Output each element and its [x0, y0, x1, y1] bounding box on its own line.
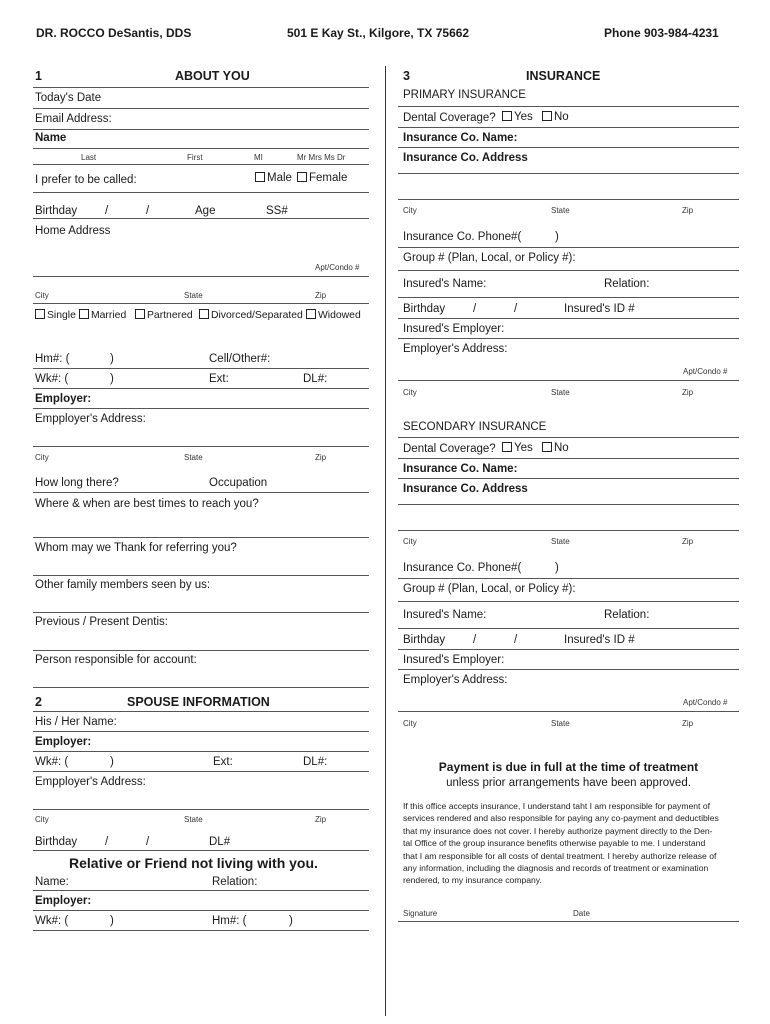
payment-subtitle: unless prior arrangements have been approved. — [446, 777, 691, 789]
field-label: Name — [35, 132, 67, 144]
spouse-employer-address-field[interactable]: Empployer's Address: — [33, 772, 369, 810]
authorization-line: tal Office of the group insurance benefits otherwise payable to me. I understand — [403, 838, 706, 849]
city-state-zip-row[interactable]: City State Zip — [33, 277, 369, 304]
marital-status-row — [33, 304, 369, 349]
how-long-field[interactable]: How long there? Occupation — [33, 469, 369, 493]
married-checkbox[interactable]: Married — [79, 309, 126, 321]
employer-city-row: City State Zip — [35, 453, 327, 462]
primary-city-row: City State Zip — [403, 206, 694, 215]
primary-birthday-field[interactable]: Birthday / / Insured's ID # — [398, 298, 739, 319]
relative-employer-field[interactable]: Employer: — [33, 891, 369, 911]
home-address-field[interactable] — [33, 219, 369, 277]
todays-date-field[interactable] — [33, 88, 369, 109]
primary-insured-employer-field[interactable]: Insured's Employer: — [398, 319, 739, 339]
relative-header — [33, 851, 369, 873]
secondary-city-row: City State Zip — [403, 537, 694, 546]
primary-dental-coverage: Dental Coverage? Yes No — [398, 107, 739, 128]
spouse-birthday-field[interactable]: Birthday / / DL# — [33, 830, 369, 851]
authorization-line: rendered, to my insurance company. — [403, 875, 542, 886]
payment-title: Payment is due in full at the time of treatment — [438, 760, 699, 774]
age-label: Age — [195, 205, 216, 217]
left-column — [33, 64, 369, 931]
dl-label: DL#: — [303, 373, 328, 385]
relative-phone-field[interactable]: Wk#: ( ) Hm#: ( ) — [33, 911, 369, 931]
last-label: Last — [81, 153, 97, 162]
signature-field[interactable] — [398, 904, 739, 922]
insurance-header — [398, 64, 739, 86]
occupation-label: Occupation — [209, 477, 268, 489]
section-number: 3 — [403, 69, 410, 83]
relative-title: Relative or Friend not living with you. — [69, 855, 318, 871]
family-members-field[interactable]: Other family members seen by us: — [33, 576, 369, 613]
insurance-authorization-text — [398, 800, 739, 904]
spouse-city-row: City State Zip — [35, 815, 327, 824]
secondary-dental-coverage: Dental Coverage? Yes No — [398, 438, 739, 459]
primary-employer-city-row: City State Zip — [403, 388, 694, 397]
secondary-insured-name-field[interactable]: Insured's Name: Relation: — [398, 602, 739, 629]
field-label: Email Address: — [35, 113, 112, 125]
primary-co-name-field[interactable]: Insurance Co. Name: — [398, 128, 739, 148]
section-title: SPOUSE INFORMATION — [127, 695, 270, 709]
authorization-line: any information, including the diagnosis and records of treatment or examination — [403, 863, 709, 874]
section-title: INSURANCE — [526, 69, 601, 83]
mi-label: MI — [254, 153, 263, 162]
office-phone: Phone 903-984-4231 — [604, 26, 719, 40]
primary-group-field[interactable]: Group # (Plan, Local, or Policy #): — [398, 248, 739, 271]
field-label: Home Address — [35, 225, 111, 237]
prefer-field[interactable] — [33, 165, 369, 193]
female-checkbox[interactable]: Female — [297, 172, 347, 184]
column-divider — [385, 66, 386, 1016]
ss-label: SS# — [266, 205, 288, 217]
ext-label: Ext: — [209, 373, 229, 385]
authorization-line: If this office accepts insurance, I understand taht I am responsible for payment of — [403, 801, 710, 811]
work-phone-field[interactable]: Wk#: ( ) Ext: DL#: — [33, 369, 369, 389]
spouse-employer-field[interactable]: Employer: — [33, 732, 369, 752]
field-label: I prefer to be called: — [35, 174, 137, 186]
field-label: Today's Date — [35, 92, 102, 104]
widowed-checkbox[interactable]: Widowed — [306, 309, 361, 321]
authorization-line: that my insurance does not cover. I hereby authorize payment directly to the Den- — [403, 825, 713, 836]
spouse-work-phone-field[interactable]: Wk#: ( ) Ext: DL#: — [33, 752, 369, 772]
signature-label: Signature — [403, 909, 438, 918]
primary-yes-checkbox[interactable]: Yes — [502, 111, 533, 123]
divorced-checkbox[interactable]: Divorced/Separated — [199, 309, 303, 321]
doctor-name: DR. ROCCO DeSantis, DDS — [36, 26, 192, 40]
secondary-insurance-label: SECONDARY INSURANCE — [398, 417, 739, 438]
secondary-co-address-field[interactable]: Insurance Co. Address — [398, 479, 739, 505]
responsible-person-field[interactable]: Person responsible for account: — [33, 651, 369, 688]
section-number: 1 — [35, 69, 42, 83]
home-phone-field[interactable]: Hm#: ( ) Cell/Other#: — [33, 349, 369, 369]
birthday-field[interactable]: Birthday / / Age SS# — [33, 193, 369, 219]
about-header — [33, 64, 369, 88]
payment-notice — [398, 752, 739, 800]
previous-dentist-field[interactable]: Previous / Present Dentis: — [33, 613, 369, 651]
name-field[interactable] — [33, 130, 369, 165]
secondary-group-field[interactable]: Group # (Plan, Local, or Policy #): — [398, 579, 739, 602]
single-checkbox[interactable]: Single — [35, 309, 76, 321]
secondary-employer-address-field[interactable]: Employer's Address: Apt/Condo # — [398, 670, 739, 712]
secondary-insured-employer-field[interactable]: Insured's Employer: — [398, 650, 739, 670]
best-times-field[interactable]: Where & when are best times to reach you? — [33, 493, 369, 538]
spouse-name-field[interactable]: His / Her Name: — [33, 712, 369, 732]
first-label: First — [187, 153, 203, 162]
right-column — [398, 64, 739, 922]
employer-address-field[interactable]: Empployer's Address: — [33, 409, 369, 447]
referral-field[interactable]: Whom may we Thank for referring you? — [33, 538, 369, 576]
secondary-employer-city-row: City State Zip — [403, 719, 694, 728]
secondary-co-phone-field[interactable]: Insurance Co. Phone#( ) — [398, 557, 739, 579]
primary-co-phone-field[interactable]: Insurance Co. Phone#( ) — [398, 226, 739, 248]
secondary-birthday-field[interactable]: Birthday / / Insured's ID # — [398, 629, 739, 650]
primary-co-address-line2[interactable] — [398, 174, 739, 200]
spouse-header — [33, 688, 369, 712]
primary-insurance-label: PRIMARY INSURANCE — [398, 86, 739, 107]
secondary-co-address-line2[interactable] — [398, 505, 739, 531]
primary-co-address-field[interactable]: Insurance Co. Address — [398, 148, 739, 174]
primary-no-checkbox[interactable]: No — [542, 111, 569, 123]
secondary-no-checkbox[interactable]: No — [542, 442, 569, 454]
primary-employer-address-field[interactable]: Employer's Address: Apt/Condo # — [398, 339, 739, 381]
secondary-co-name-field[interactable]: Insurance Co. Name: — [398, 459, 739, 479]
office-address: 501 E Kay St., Kilgore, TX 75662 — [287, 26, 470, 40]
secondary-yes-checkbox[interactable]: Yes — [502, 442, 533, 454]
email-field[interactable] — [33, 109, 369, 130]
apt-label: Apt/Condo # — [315, 263, 360, 272]
field-label: Birthday — [35, 205, 78, 217]
authorization-line: that I am responsible for all costs of dental treatment. I hereby authorize release of — [403, 850, 717, 861]
relative-name-field[interactable]: Name: Relation: — [33, 873, 369, 891]
male-checkbox[interactable]: Male — [255, 172, 292, 184]
employer-field[interactable]: Employer: — [33, 389, 369, 409]
cell-label: Cell/Other#: — [209, 353, 271, 365]
authorization-line: services rendered and also responsible for paying any co-payment and deductibles — [403, 813, 719, 824]
partnered-checkbox[interactable]: Partnered — [135, 309, 193, 321]
section-number: 2 — [35, 695, 42, 709]
date-label: Date — [573, 909, 590, 918]
section-title: ABOUT YOU — [175, 69, 250, 83]
primary-insured-name-field[interactable]: Insured's Name: Relation: — [398, 271, 739, 298]
title-options: Mr Mrs Ms Dr — [297, 153, 346, 162]
